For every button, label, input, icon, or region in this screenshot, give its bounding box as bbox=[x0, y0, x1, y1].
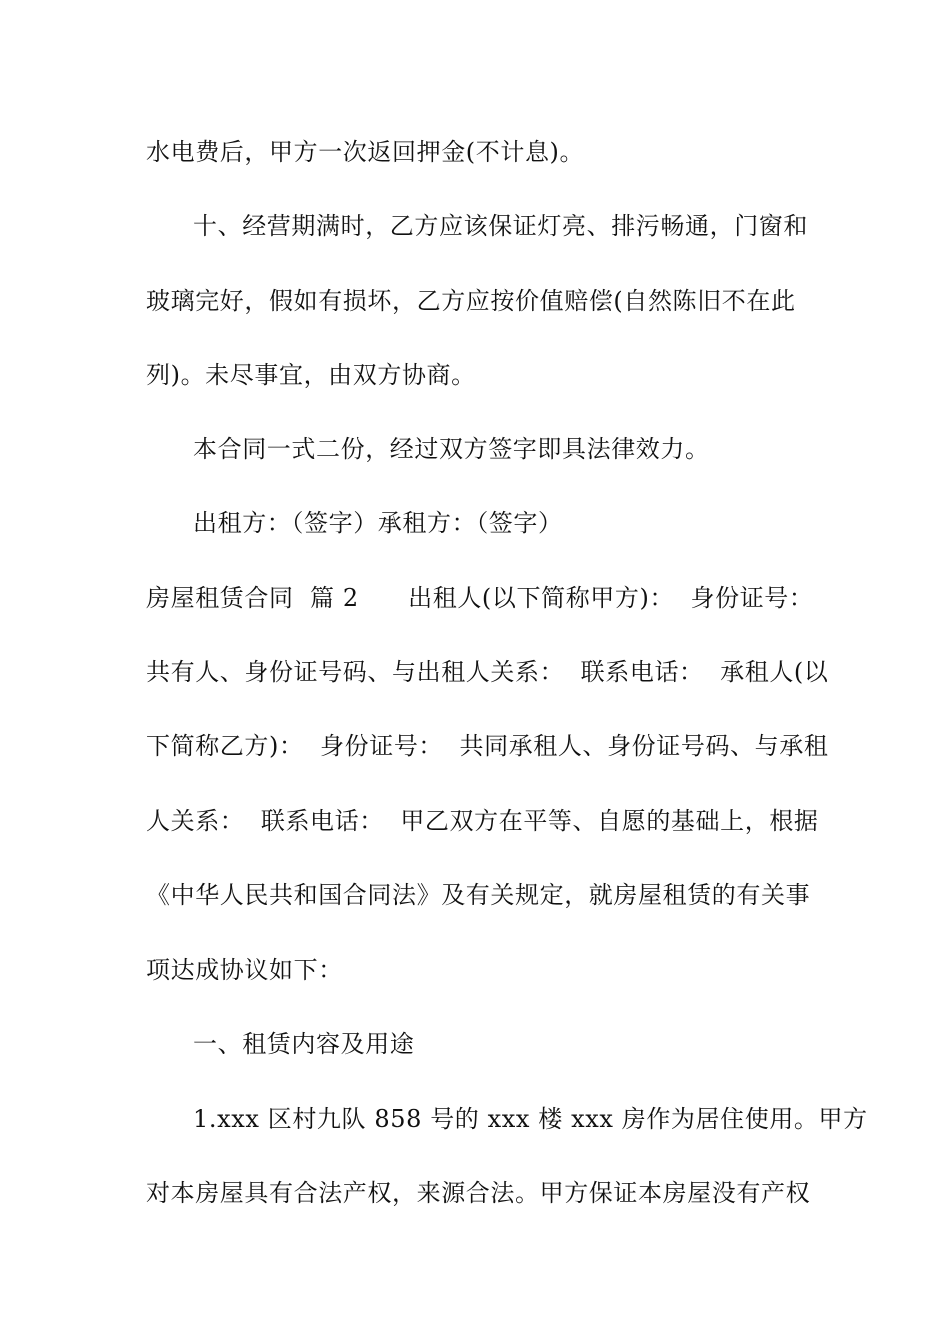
section-heading: 一、租赁内容及用途 bbox=[193, 1030, 415, 1058]
text-line: 共有人、身份证号码、与出租人关系： 联系电话： 承租人(以 bbox=[146, 658, 829, 686]
signature-line: 出租方：（签字）承租方：（签字） bbox=[193, 509, 563, 537]
text-line: 《中华人民共和国合同法》及有关规定，就房屋租赁的有关事 bbox=[146, 881, 811, 909]
text-line: 玻璃完好，假如有损坏，乙方应按价值赔偿(自然陈旧不在此 bbox=[146, 287, 796, 315]
contract-copies-statement: 本合同一式二份，经过双方签字即具法律效力。 bbox=[193, 435, 710, 463]
text-line: 对本房屋具有合法产权，来源合法。甲方保证本房屋没有产权 bbox=[146, 1179, 811, 1207]
text-line: 水电费后，甲方一次返回押金(不计息)。 bbox=[146, 138, 585, 166]
text-line: 人关系： 联系电话： 甲乙双方在平等、自愿的基础上，根据 bbox=[146, 807, 819, 835]
text-line: 列)。未尽事宜，由双方协商。 bbox=[146, 361, 476, 389]
text-line: 项达成协议如下： bbox=[146, 956, 343, 984]
clause-ten: 十、经营期满时，乙方应该保证灯亮、排污畅通，门窗和 bbox=[193, 212, 808, 240]
contract-heading-line: 房屋租赁合同 篇 2 出租人(以下简称甲方)： 身份证号： bbox=[146, 584, 814, 612]
clause-one-point-one: 1.xxx 区村九队 858 号的 xxx 楼 xxx 房作为居住使用。甲方 bbox=[193, 1105, 868, 1133]
text-line: 下简称乙方)： 身份证号： 共同承租人、身份证号码、与承租 bbox=[146, 732, 829, 760]
